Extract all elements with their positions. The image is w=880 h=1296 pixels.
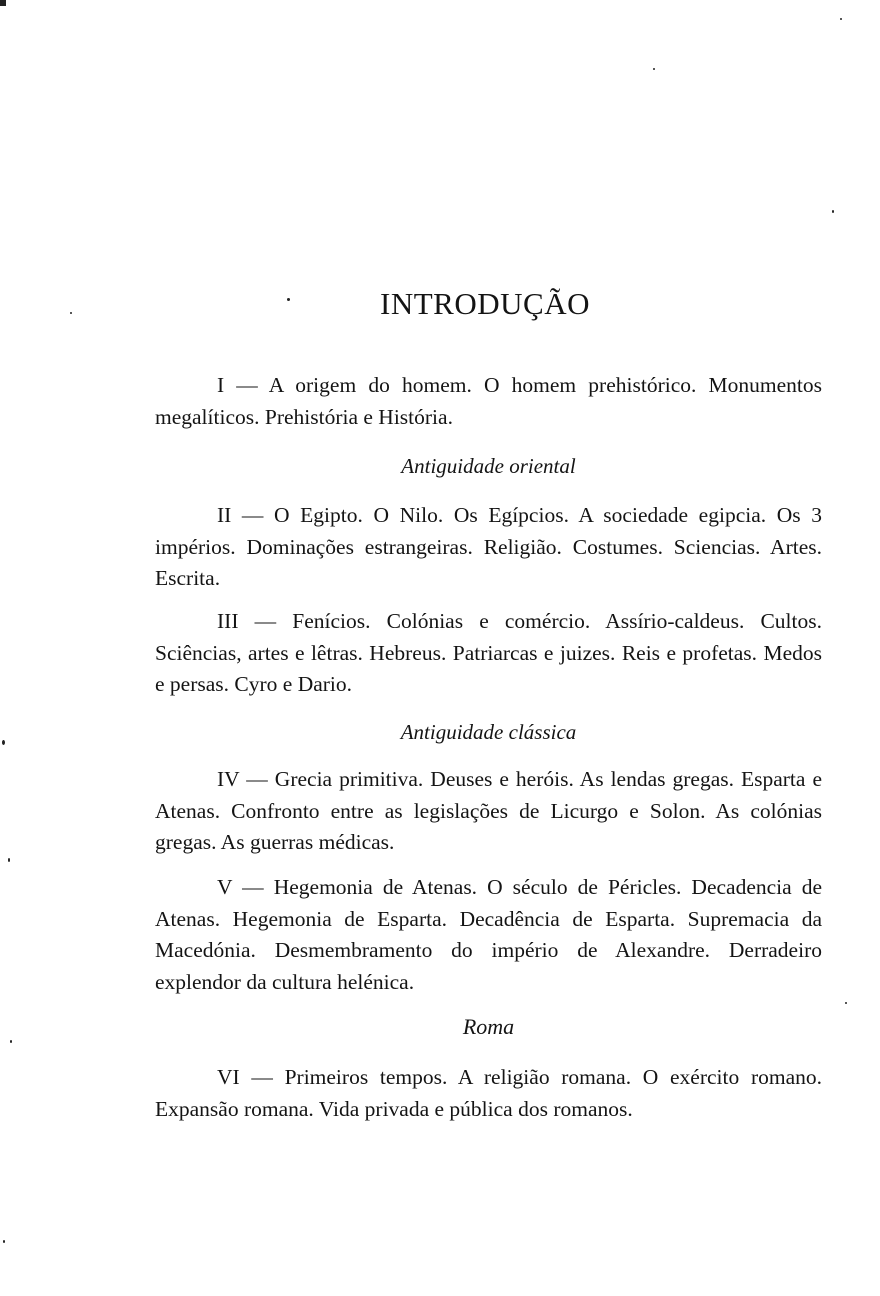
scan-speck xyxy=(3,1240,5,1243)
paragraph-ii: II — O Egipto. O Nilo. Os Egípcios. A sociedade egipcia. Os 3 impérios. Dominações estrangeiras. Religião. Costumes. Sciencias. Artes. Escrita. xyxy=(155,503,822,590)
scan-speck xyxy=(653,68,655,70)
section-heading-roma: Roma xyxy=(462,1014,515,1039)
scan-speck xyxy=(845,1002,847,1004)
scan-speck xyxy=(8,858,10,862)
paragraph-vi: VI — Primeiros tempos. A religião romana. O exército romano. Expansão romana. Vida privada e pública dos romanos. xyxy=(155,1065,822,1121)
scan-speck xyxy=(840,18,842,20)
scan-speck xyxy=(2,740,5,745)
paragraph-v: V — Hegemonia de Atenas. O século de Péricles. Decadencia de Atenas. Hegemonia de Esparta. Decadência de Esparta. Supremacia da Macedónia. Desmembramento do império de Alexandre. Derradeiro explendor da cultura helénica. xyxy=(155,875,822,994)
paragraph-i: I — A origem do homem. O homem prehistórico. Monumentos megalíticos. Prehistória e História. xyxy=(155,373,822,429)
scan-speck xyxy=(70,312,72,314)
scan-speck xyxy=(287,298,290,301)
scan-speck xyxy=(0,0,6,6)
section-heading-classica: Antiguidade clássica xyxy=(400,720,577,744)
scan-speck xyxy=(832,210,834,213)
scan-speck xyxy=(10,1040,12,1043)
paragraph-iv: IV — Grecia primitiva. Deuses e heróis. As lendas gregas. Esparta e Atenas. Confronto entre as legislações de Licurgo e Solon. As colónias gregas. As guerras médicas. xyxy=(155,767,822,854)
section-heading-oriental: Antiguidade oriental xyxy=(401,454,576,478)
paragraph-iii: III — Fenícios. Colónias e comércio. Assírio-caldeus. Cultos. Sciências, artes e lêtras. Hebreus. Patriarcas e juizes. Reis e profetas. Medos e persas. Cyro e Dario. xyxy=(155,609,822,696)
page-title: INTRODUÇÃO xyxy=(380,286,590,321)
